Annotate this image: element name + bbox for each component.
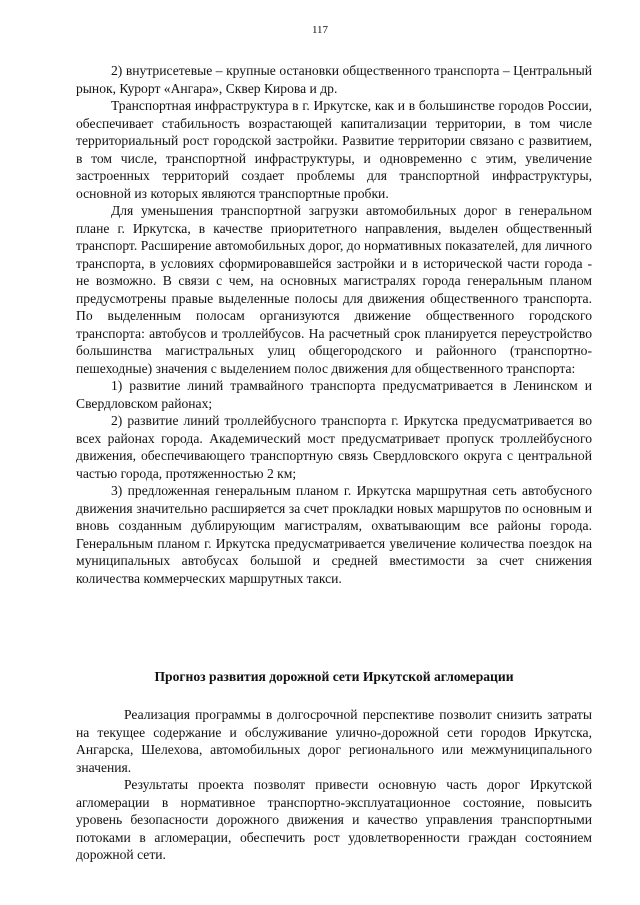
- section-heading: Прогноз развития дорожной сети Иркутской агломерации: [154, 669, 514, 684]
- list-item-tram: 1) развитие линий трамвайного транспорта предусматривается в Ленинском и Свердловском районах;: [76, 378, 592, 411]
- paragraph-public-transport: Для уменьшения транспортной загрузки автомобильных дорог в генеральном плане г. Иркутска, в качестве приоритетного направления, выделен общественный транспорт. Расширение автомобильных дорог, до нормативных показателей, для личного транспорта, в условиях сформировавшейся застройки и в исторической части города - не возможно. В связи с чем, на основных магистралях города генеральным планом предусмотрены правые выделенные полосы для движения общественного транспорта. По выделенным полосам организуются движение общественного городского транспорта: автобусов и троллейбусов. На расчетный срок планируется переустройство большинства магистральных улиц общегородского и районного (транспортно-пешеходные) значения с выделением полос движения для общественного транспорта:: [76, 203, 592, 376]
- body-text: [76, 62, 592, 587]
- paragraph-program-implementation: Реализация программы в долгосрочной перспективе позволит снизить затраты на текущее содержание и обслуживание улично-дорожной сети городов Иркутска, Ангарска, Шелехова, автомобильных дорог регионального или межмуниципального значения.: [76, 707, 592, 775]
- list-item-bus: 3) предложенная генеральным планом г. Иркутска маршрутная сеть автобусного движения значительно расширяется за счет прокладки новых маршрутов по основным и вновь созданным дублирующим магистралям, охватывающим все районы города. Генеральным планом г. Иркутска предусматривается увеличение количества поездок на муниципальных автобусах большой и средней вместимости за счет снижения количества коммерческих маршрутных такси.: [76, 483, 592, 586]
- page-number: 117: [311, 24, 329, 36]
- list-item-trolleybus: 2) развитие линий троллейбусного транспорта г. Иркутска предусматривается во всех районах города. Академический мост предусматривает пропуск троллейбусного движения, обеспечивающего транспортную связь Свердловского округа с центральной частью города, протяженностью 2 км;: [76, 413, 592, 481]
- section-text: [76, 706, 592, 864]
- paragraph-project-results: Результаты проекта позволят привести основную часть дорог Иркутской агломерации в нормативное транспортно-эксплуатационное состояние, повысить уровень безопасности дорожного движения и качество управления транспортными потоками в агломерации, обеспечить рост удовлетворенности граждан состоянием дорожной сети.: [76, 777, 592, 862]
- paragraph-infrastructure: Транспортная инфраструктура в г. Иркутске, как и в большинстве городов России, обеспечивает стабильность возрастающей капитализации территории, в том числе территориальный рост городской застройки. Развитие территории связано с развитием, в том числе, транспортной инфраструктуры, и одновременно с этим, увеличение застроенных территорий создает проблемы для транспортной инфраструктуры, основной из которых являются транспортные пробки.: [76, 98, 592, 201]
- paragraph-stops: 2) внутрисетевые – крупные остановки общественного транспорта – Центральный рынок, Курорт «Ангара», Сквер Кирова и др.: [76, 63, 592, 96]
